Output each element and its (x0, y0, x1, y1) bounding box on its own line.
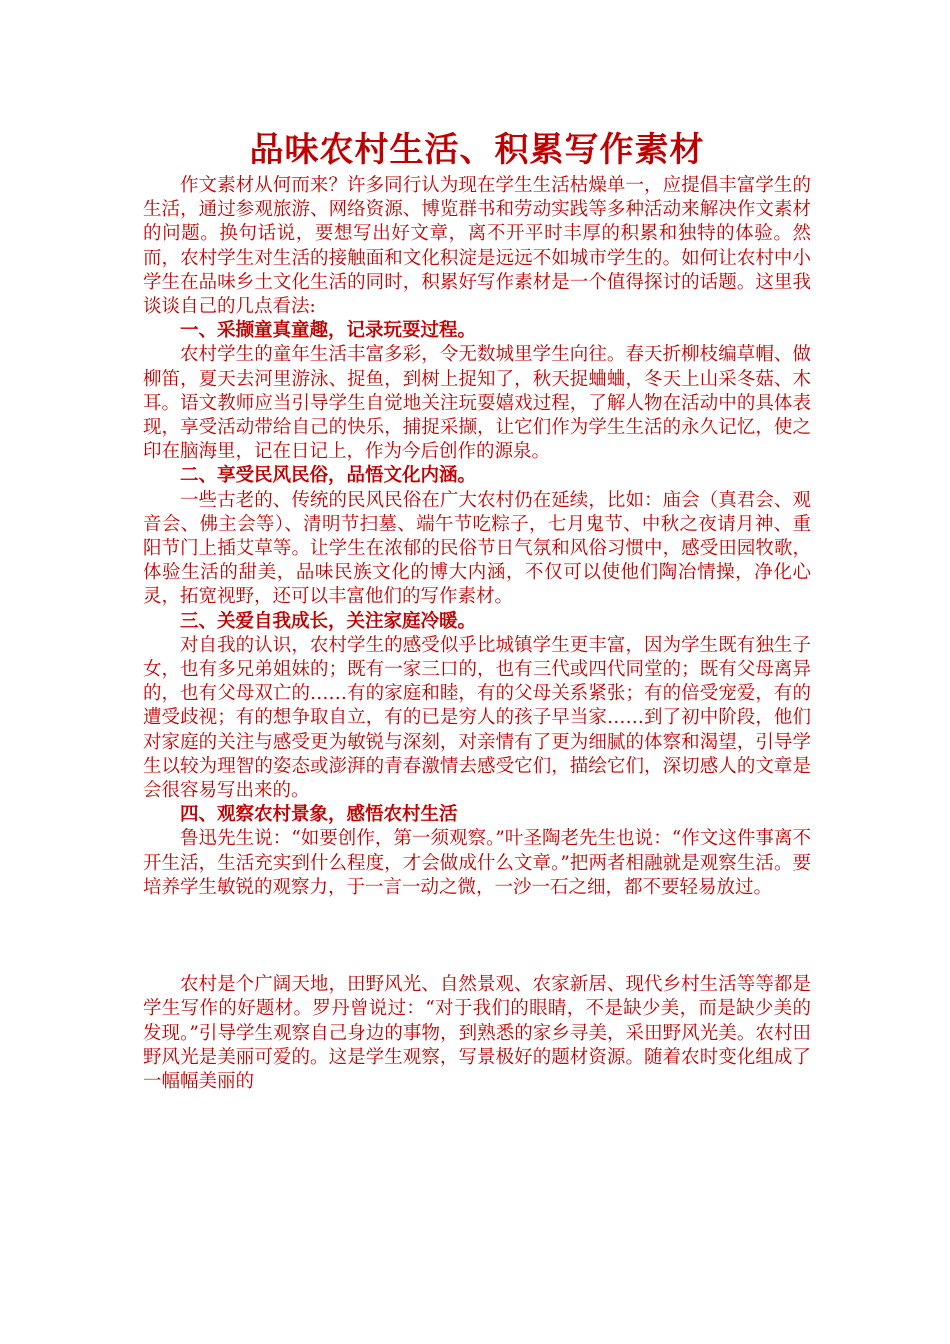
section-body-1: 农村学生的童年生活丰富多彩，令无数城里学生向往。春天折柳枝编草帽、做柳笛，夏天去河里游泳、捉鱼，到树上捉知了，秋天捉蛐蛐，冬天上山采冬菇、木耳。语文教师应当引导学生自觉地关注玩耍嬉戏过程，了解人物在活动中的具体表现，享受活动带给自己的快乐，捕捉采撷，让它们作为学生生活的永久记忆，使之印在脑海里，记在日记上，作为今后创作的源泉。 (143, 344, 811, 463)
document-page (143, 126, 811, 1094)
paragraph-gap (143, 900, 811, 973)
intro-paragraph: 作文素材从何而来？许多同行认为现在学生生活枯燥单一，应提倡丰富学生的生活，通过参观旅游、网络资源、博览群书和劳动实践等多种活动来解决作文素材的问题。换句话说，要想写出好文章，离不开平时丰厚的积累和独特的体验。然而，农村学生对生活的接触面和文化积淀是远远不如城市学生的。如何让农村中小学生在品味乡土文化生活的同时，积累好写作素材是一个值得探讨的话题。这里我谈谈自己的几点看法: (143, 175, 811, 318)
section-heading-4: 四、观察农村景象，感悟农村生活 (180, 804, 458, 826)
section-heading-2: 二、享受民风民俗，品悟文化内涵。 (180, 465, 477, 487)
section-heading-3: 三、关爱自我成长，关注家庭冷暖。 (180, 610, 477, 632)
section-body-4: 鲁迅先生说：“如要创作，第一须观察。”叶圣陶老先生也说：“作文这件事离不开生活，生活充实到什么程度，才会做成什么文章。”把两者相融就是观察生活。要培养学生敏锐的观察力，于一言一动之微，一沙一石之细，都不要轻易放过。 (143, 828, 811, 898)
section-heading-1: 一、采撷童真童趣，记录玩耍过程。 (180, 320, 477, 342)
closing-paragraph: 农村是个广阔天地，田野风光、自然景观、农家新居、现代乡村生活等等都是学生写作的好题材。罗丹曾说过：“对于我们的眼睛，不是缺少美，而是缺少美的发现。”引导学生观察自己身边的事物，到熟悉的家乡寻美，采田野风光美。农村田野风光是美丽可爱的。这是学生观察，写景极好的题材资源。随着农时变化组成了一幅幅美丽的 (143, 974, 811, 1092)
section-body-3: 对自我的认识，农村学生的感受似乎比城镇学生更丰富，因为学生既有独生子女，也有多兄弟姐妹的；既有一家三口的，也有三代或四代同堂的；既有父母离异的，也有父母双亡的……有的家庭和睦，有的父母关系紧张；有的倍受宠爱，有的遭受歧视；有的想争取自立，有的已是穷人的孩子早当家……到了初中阶段，他们对家庭的关注与感受更为敏锐与深刻，对亲情有了更为细腻的体察和渴望，引导学生以较为理智的姿态或澎湃的青春激情去感受它们，描绘它们，深切感人的文章是会很容易写出来的。 (143, 634, 811, 802)
document-title: 品味农村生活、积累写作素材 (249, 130, 705, 170)
section-body-2: 一些古老的、传统的民风民俗在广大农村仍在延续，比如：庙会（真君会、观音会、佛主会等）、清明节扫墓、端午节吃粽子，七月鬼节、中秋之夜请月神、重阳节门上插艾草等。让学生在浓郁的民俗节日气氛和风俗习惯中，感受田园牧歌，体验生活的甜美，品味民族文化的博大内涵，不仅可以使他们陶冶情操，净化心灵，拓宽视野，还可以丰富他们的写作素材。 (143, 489, 811, 608)
